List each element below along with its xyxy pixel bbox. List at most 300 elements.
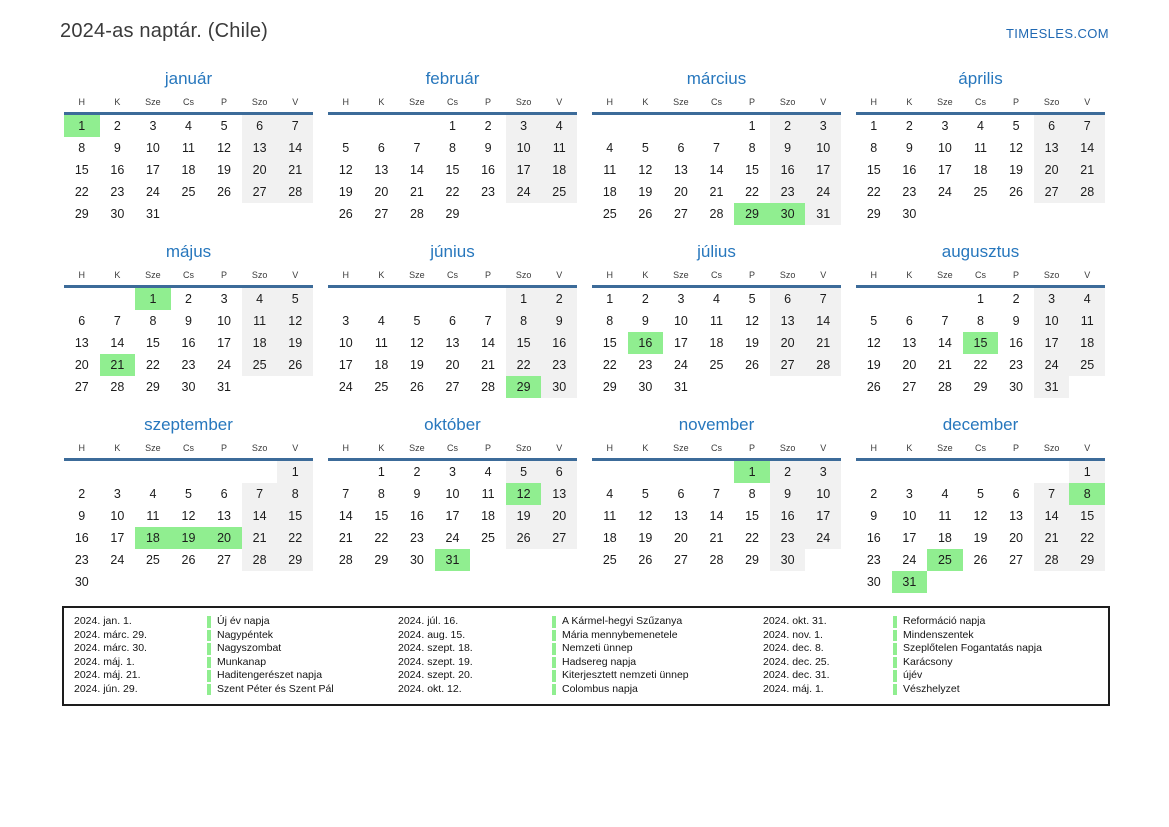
day-cell: 22: [445, 185, 460, 199]
day-cell: 9: [1012, 314, 1020, 328]
empty-day-cell: [998, 461, 1034, 483]
day-cell: 17: [445, 509, 460, 523]
day-cell: 22: [973, 358, 988, 372]
day-cell: 10: [110, 509, 125, 523]
day-grid: [64, 115, 313, 225]
day-cell: 16: [541, 332, 577, 354]
day-cell: 18: [374, 358, 389, 372]
weekday-header: Szo: [1043, 270, 1060, 280]
day-cell: 6: [1034, 115, 1070, 137]
month-calendar: [328, 69, 577, 225]
day-grid: [328, 461, 577, 571]
day-cell: 15: [506, 332, 542, 354]
day-cell: 18: [1069, 332, 1105, 354]
day-cell: 11: [242, 310, 278, 332]
holiday-day-cell: 1: [64, 115, 100, 137]
month-title: október: [424, 415, 481, 434]
weekday-header: K: [114, 443, 121, 453]
day-cell: 28: [709, 207, 724, 221]
day-cell: 22: [145, 358, 160, 372]
weekday-header: Cs: [182, 97, 194, 107]
day-cell: 6: [78, 314, 86, 328]
day-cell: 25: [602, 553, 617, 567]
weekday-header: Szo: [779, 270, 796, 280]
day-cell: 18: [481, 509, 496, 523]
month-calendar: [592, 415, 841, 571]
day-cell: 1: [377, 465, 385, 479]
weekday-header-row: [64, 442, 313, 461]
day-cell: 21: [242, 527, 278, 549]
day-cell: 26: [338, 207, 353, 221]
day-cell: 8: [277, 483, 313, 505]
day-cell: 1: [977, 292, 984, 306]
day-cell: 12: [277, 310, 313, 332]
day-cell: 24: [805, 527, 841, 549]
weekday-header: Cs: [710, 443, 722, 453]
day-cell: 12: [409, 336, 424, 350]
legend-holiday-label: újév: [903, 669, 923, 681]
empty-day-cell: [892, 288, 928, 310]
day-cell: 14: [709, 509, 724, 523]
weekday-header: Cs: [974, 97, 986, 107]
weekday-header: H: [606, 443, 614, 453]
weekday-header: Cs: [182, 443, 194, 453]
legend-holiday-label: Szeplőtelen Fogantatás napja: [903, 642, 1042, 654]
holiday-marker-icon: [207, 643, 211, 655]
legend-date: 2024. aug. 15.: [398, 628, 466, 641]
month-title: február: [425, 69, 480, 88]
weekday-header: Szo: [779, 443, 796, 453]
day-cell: 1: [1069, 461, 1105, 483]
weekday-header: H: [342, 270, 350, 280]
day-cell: 17: [506, 159, 542, 181]
day-cell: 18: [937, 531, 952, 545]
day-cell: 13: [902, 336, 917, 350]
day-cell: 20: [673, 531, 688, 545]
holiday-marker-icon: [893, 643, 897, 655]
weekday-header: Cs: [446, 97, 458, 107]
legend-holiday-label: Nemzeti ünnep: [562, 642, 633, 654]
day-cell: 3: [449, 465, 456, 479]
day-cell: 4: [606, 487, 614, 501]
day-cell: 24: [805, 181, 841, 203]
day-cell: 29: [973, 380, 988, 394]
day-cell: 3: [220, 292, 228, 306]
day-cell: 23: [770, 527, 806, 549]
weekday-header: V: [1084, 443, 1091, 453]
legend-holiday-name: [552, 683, 763, 697]
day-grid: [592, 461, 841, 571]
weekday-header: H: [78, 443, 86, 453]
day-cell: 31: [145, 207, 160, 221]
day-cell: 10: [937, 141, 952, 155]
day-cell: 27: [445, 380, 460, 394]
day-cell: 3: [905, 487, 913, 501]
day-cell: 27: [770, 354, 806, 376]
weekday-header-row: [328, 96, 577, 115]
day-cell: 22: [277, 527, 313, 549]
day-cell: 2: [484, 119, 492, 133]
day-cell: 30: [409, 553, 424, 567]
day-cell: 30: [74, 575, 89, 589]
day-cell: 2: [905, 119, 913, 133]
weekday-header: P: [1013, 443, 1020, 453]
day-cell: 7: [805, 288, 841, 310]
day-cell: 28: [1034, 549, 1070, 571]
day-cell: 4: [606, 141, 614, 155]
day-cell: 5: [185, 487, 192, 501]
day-cell: 14: [277, 137, 313, 159]
day-cell: 18: [541, 159, 577, 181]
day-cell: 23: [409, 531, 424, 545]
legend-date: 2024. szept. 18.: [398, 642, 473, 654]
day-cell: 5: [641, 141, 649, 155]
day-cell: 8: [977, 314, 984, 328]
day-cell: 13: [1009, 509, 1024, 523]
empty-day-cell: [628, 115, 664, 137]
day-cell: 17: [338, 358, 353, 372]
legend-date: 2024. máj. 21.: [74, 669, 141, 681]
day-cell: 21: [709, 185, 724, 199]
legend-holiday-label: Szent Péter és Szent Pál: [217, 682, 334, 695]
holiday-day-cell: 20: [206, 527, 242, 549]
weekday-header: Sze: [673, 97, 689, 107]
holiday-marker-icon: [552, 657, 556, 669]
empty-day-cell: [328, 461, 364, 483]
day-cell: 24: [673, 358, 688, 372]
day-cell: 27: [902, 380, 917, 394]
legend-holiday-name: [552, 642, 763, 656]
empty-day-cell: [328, 288, 364, 310]
day-cell: 26: [409, 380, 424, 394]
day-cell: 6: [677, 487, 685, 501]
day-grid: [856, 288, 1105, 398]
day-cell: 5: [220, 119, 228, 133]
day-cell: 19: [217, 163, 232, 177]
legend-holiday-name: [552, 615, 763, 629]
weekday-header-row: [592, 442, 841, 461]
holiday-day-cell: 15: [963, 332, 999, 354]
legend-date: 2024. máj. 1.: [763, 682, 824, 695]
legend-holiday-label: Hadsereg napja: [562, 655, 637, 668]
day-cell: 4: [185, 119, 192, 133]
legend-holiday-name: [552, 656, 763, 670]
day-cell: 12: [217, 141, 232, 155]
day-cell: 10: [338, 336, 353, 350]
day-cell: 20: [1034, 159, 1070, 181]
legend-holiday-name: [207, 642, 398, 656]
weekday-header: K: [378, 97, 385, 107]
weekday-header-row: [856, 269, 1105, 288]
day-cell: 26: [638, 207, 653, 221]
weekday-header: P: [749, 97, 756, 107]
day-cell: 23: [638, 358, 653, 372]
day-cell: 9: [413, 487, 421, 501]
legend-holiday-name: [893, 642, 1098, 656]
day-cell: 12: [638, 163, 653, 177]
weekday-header: Cs: [710, 97, 722, 107]
legend-date: 2024. dec. 8.: [763, 642, 824, 654]
day-cell: 13: [770, 310, 806, 332]
day-cell: 12: [745, 314, 760, 328]
day-cell: 2: [641, 292, 649, 306]
day-cell: 18: [973, 163, 988, 177]
legend-holiday-label: Nagyszombat: [217, 642, 282, 654]
weekday-header: P: [221, 443, 228, 453]
weekday-header: Sze: [145, 443, 161, 453]
site-link[interactable]: TIMESLES.COM: [1005, 26, 1109, 41]
legend-holiday-name: [893, 669, 1098, 683]
day-cell: 2: [870, 487, 878, 501]
weekday-header: Szo: [251, 443, 268, 453]
day-cell: 25: [242, 354, 278, 376]
day-cell: 17: [902, 531, 917, 545]
day-cell: 4: [149, 487, 157, 501]
weekday-header: P: [749, 443, 756, 453]
day-cell: 1: [449, 119, 456, 133]
weekday-header-row: [64, 96, 313, 115]
day-cell: 30: [541, 376, 577, 398]
empty-day-cell: [64, 288, 100, 310]
weekday-header: H: [870, 443, 878, 453]
weekday-header: K: [906, 270, 913, 280]
weekday-header: H: [78, 97, 86, 107]
empty-day-cell: [64, 461, 100, 483]
holiday-day-cell: 25: [927, 549, 963, 571]
day-cell: 8: [870, 141, 878, 155]
day-cell: 23: [181, 358, 196, 372]
day-cell: 24: [145, 185, 160, 199]
day-cell: 17: [805, 505, 841, 527]
empty-day-cell: [927, 288, 963, 310]
month-calendar: [592, 69, 841, 225]
day-cell: 23: [1009, 358, 1024, 372]
day-cell: 5: [1012, 119, 1020, 133]
day-cell: 27: [374, 207, 389, 221]
day-cell: 7: [713, 487, 720, 501]
day-cell: 6: [1012, 487, 1020, 501]
day-cell: 25: [1069, 354, 1105, 376]
day-cell: 14: [937, 336, 952, 350]
legend-date: 2024. okt. 12.: [398, 682, 462, 695]
day-cell: 11: [374, 336, 388, 350]
day-cell: 26: [506, 527, 542, 549]
day-cell: 24: [937, 185, 952, 199]
holiday-day-cell: 12: [506, 483, 542, 505]
day-grid: [592, 115, 841, 225]
month-title: augusztus: [941, 242, 1020, 261]
weekday-header: Sze: [409, 97, 425, 107]
legend-holiday-label: Karácsony: [903, 655, 953, 668]
day-cell: 5: [748, 292, 756, 306]
day-cell: 8: [149, 314, 157, 328]
day-cell: 5: [641, 487, 649, 501]
day-cell: 19: [866, 358, 881, 372]
day-cell: 15: [374, 509, 389, 523]
day-cell: 20: [242, 159, 278, 181]
day-cell: 20: [673, 185, 688, 199]
holiday-day-cell: 21: [100, 354, 136, 376]
day-cell: 31: [1034, 376, 1070, 398]
day-cell: 10: [902, 509, 917, 523]
day-cell: 13: [445, 336, 460, 350]
holiday-marker-icon: [552, 670, 556, 682]
day-cell: 5: [977, 487, 984, 501]
empty-day-cell: [364, 288, 400, 310]
holiday-day-cell: 30: [770, 203, 806, 225]
weekday-header-row: [592, 269, 841, 288]
empty-day-cell: [699, 461, 735, 483]
day-cell: 22: [745, 531, 760, 545]
day-cell: 14: [110, 336, 125, 350]
day-cell: 17: [217, 336, 232, 350]
legend-holiday-name: [207, 683, 398, 697]
day-cell: 2: [770, 115, 806, 137]
day-cell: 27: [74, 380, 89, 394]
legend-holiday-label: Új év napja: [217, 615, 270, 627]
day-cell: 8: [506, 310, 542, 332]
day-cell: 3: [805, 461, 841, 483]
day-cell: 22: [866, 185, 881, 199]
day-cell: 27: [217, 553, 232, 567]
weekday-header: K: [642, 270, 649, 280]
day-cell: 29: [74, 207, 89, 221]
day-cell: 7: [342, 487, 350, 501]
day-cell: 7: [1069, 115, 1105, 137]
weekday-header: K: [642, 443, 649, 453]
weekday-header: V: [556, 443, 563, 453]
day-cell: 28: [277, 181, 313, 203]
month-title: március: [686, 69, 747, 88]
day-cell: 21: [937, 358, 952, 372]
day-cell: 13: [74, 336, 89, 350]
day-cell: 24: [902, 553, 917, 567]
day-cell: 25: [602, 207, 617, 221]
day-cell: 2: [185, 292, 192, 306]
day-cell: 26: [866, 380, 881, 394]
day-cell: 19: [745, 336, 760, 350]
empty-day-cell: [927, 461, 963, 483]
day-cell: 31: [217, 380, 232, 394]
day-cell: 21: [409, 185, 424, 199]
day-cell: 30: [1009, 380, 1024, 394]
month-title: január: [164, 69, 213, 88]
day-cell: 1: [606, 292, 614, 306]
day-cell: 17: [937, 163, 952, 177]
day-cell: 8: [748, 487, 756, 501]
day-cell: 27: [1009, 553, 1024, 567]
holiday-marker-icon: [552, 616, 556, 628]
legend-date: 2024. nov. 1.: [763, 628, 823, 641]
day-cell: 18: [181, 163, 196, 177]
day-cell: 21: [805, 332, 841, 354]
day-cell: 20: [74, 358, 89, 372]
weekday-header: V: [292, 97, 299, 107]
day-cell: 13: [217, 509, 232, 523]
month-calendar: [856, 242, 1105, 398]
weekday-header: K: [114, 97, 121, 107]
day-cell: 27: [541, 527, 577, 549]
day-cell: 6: [677, 141, 685, 155]
day-cell: 12: [181, 509, 196, 523]
day-cell: 30: [638, 380, 653, 394]
day-cell: 6: [377, 141, 385, 155]
day-cell: 26: [638, 553, 653, 567]
day-cell: 12: [1009, 141, 1024, 155]
holiday-day-cell: 29: [506, 376, 542, 398]
month-calendar: [856, 69, 1105, 225]
day-cell: 6: [449, 314, 456, 328]
legend-holiday-name: [893, 615, 1098, 629]
day-cell: 12: [638, 509, 653, 523]
day-cell: 30: [770, 549, 806, 571]
day-cell: 19: [506, 505, 542, 527]
weekday-header: Szo: [251, 97, 268, 107]
day-cell: 13: [673, 163, 688, 177]
empty-day-cell: [699, 115, 735, 137]
day-cell: 14: [709, 163, 724, 177]
day-cell: 9: [78, 509, 86, 523]
day-cell: 16: [902, 163, 917, 177]
day-cell: 6: [770, 288, 806, 310]
day-cell: 26: [217, 185, 232, 199]
day-cell: 25: [709, 358, 724, 372]
day-cell: 11: [710, 314, 723, 328]
day-cell: 16: [770, 159, 806, 181]
day-cell: 9: [185, 314, 192, 328]
day-cell: 10: [445, 487, 460, 501]
day-cell: 28: [1069, 181, 1105, 203]
legend-date: 2024. szept. 19.: [398, 655, 473, 668]
legend-holiday-label: Reformáció napja: [903, 615, 986, 627]
month-title: június: [430, 242, 475, 261]
month-calendar: [592, 242, 841, 398]
day-cell: 25: [145, 553, 160, 567]
day-cell: 6: [541, 461, 577, 483]
day-cell: 21: [709, 531, 724, 545]
day-cell: 5: [506, 461, 542, 483]
day-cell: 19: [973, 531, 988, 545]
day-cell: 14: [338, 509, 353, 523]
day-cell: 3: [342, 314, 350, 328]
holiday-marker-icon: [552, 684, 556, 696]
weekday-header: H: [870, 97, 878, 107]
legend-date: 2024. dec. 31.: [763, 669, 830, 681]
weekday-header: Cs: [446, 443, 458, 453]
empty-day-cell: [242, 461, 278, 483]
day-cell: 11: [1069, 310, 1105, 332]
weekday-header: K: [906, 443, 913, 453]
day-cell: 31: [805, 203, 841, 225]
day-cell: 25: [181, 185, 196, 199]
day-cell: 7: [1034, 483, 1070, 505]
legend-date: 2024. jún. 29.: [74, 682, 138, 695]
day-grid: [328, 288, 577, 398]
weekday-header: Cs: [974, 443, 986, 453]
day-cell: 27: [673, 553, 688, 567]
day-cell: 23: [110, 185, 125, 199]
day-cell: 28: [481, 380, 496, 394]
empty-day-cell: [364, 115, 400, 137]
day-cell: 2: [78, 487, 86, 501]
day-cell: 4: [1069, 288, 1105, 310]
day-cell: 13: [673, 509, 688, 523]
day-cell: 22: [745, 185, 760, 199]
month-calendar: [328, 242, 577, 398]
day-cell: 26: [1009, 185, 1024, 199]
empty-day-cell: [399, 288, 435, 310]
day-cell: 21: [338, 531, 353, 545]
